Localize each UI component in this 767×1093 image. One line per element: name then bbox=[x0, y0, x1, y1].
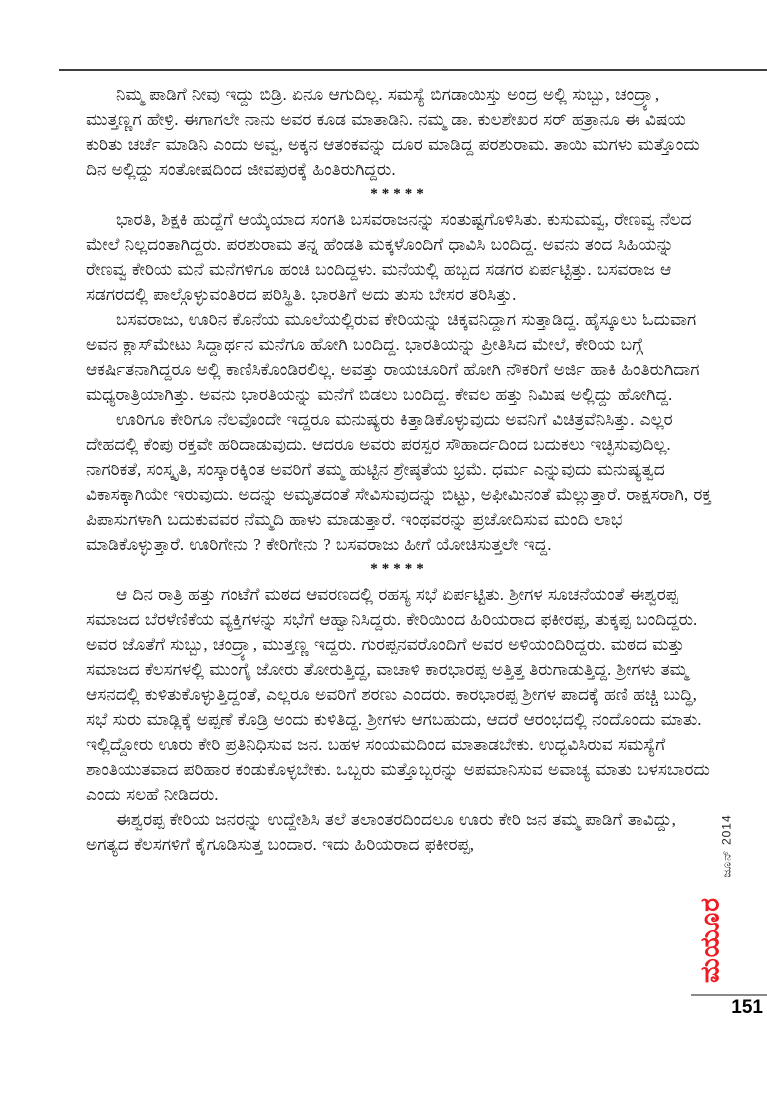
paragraph: ನಿಮ್ಮ ಪಾಡಿಗೆ ನೀವು ಇದ್ದು ಬಿಡ್ರಿ. ಏನೂ ಆಗುದಿಲ್ಲ. ಸಮಸ್ಯೆ ಬಿಗಡಾಯಿಸ್ತು ಅಂದ್ರ ಅಲ್ಲಿ ಸುಬ್ಬು, ಚಂದ್ರ್ಯಾ, ಮುತ್ತಣ್ಣಗ ಹೇಳ್ರಿ. ಈಗಾಗಲೇ ನಾನು ಅವರ ಕೂಡ ಮಾತಾಡಿನಿ. ನಮ್ಮ ಡಾ. ಕುಲಶೇಖರ ಸರ್ ಹತ್ರಾನೂ ಈ ವಿಷಯ ಕುರಿತು ಚರ್ಚೆ ಮಾಡಿನಿ ಎಂದು ಅವ್ವ, ಅಕ್ಕನ ಆತಂಕವನ್ನು ದೂರ ಮಾಡಿದ್ದ ಪರಶುರಾಮ. ತಾಯಿ ಮಗಳು ಮತ್ತೊಂದು ದಿನ ಅಲ್ಲಿದ್ದು ಸಂತೋಷದಿಂದ ಜೀವಪುರಕ್ಕೆ ಹಿಂತಿರುಗಿದ್ದರು. bbox=[86, 85, 700, 179]
paragraph: ಭಾರತಿ, ಶಿಕ್ಷಕಿ ಹುದ್ದೆಗೆ ಆಯ್ಕೆಯಾದ ಸಂಗತಿ ಬಸವರಾಜನನ್ನು ಸಂತುಷ್ಟಗೊಳಿಸಿತು. ಕುಸುಮವ್ವ, ರೇಣವ್ವ ನೆಲದ ಮೇಲೆ ನಿಲ್ಲದಂತಾಗಿದ್ದರು. ಪರಶುರಾಮ ತನ್ನ ಹೆಂಡತಿ ಮಕ್ಕಳೊಂದಿಗೆ ಧಾವಿಸಿ ಬಂದಿದ್ದ. ಅವನು ತಂದ ಸಿಹಿಯನ್ನು ರೇಣವ್ವ ಕೇರಿಯ ಮನೆ ಮನೆಗಳಿಗೂ ಹಂಚಿ ಬಂದಿದ್ದಳು. ಮನೆಯಲ್ಲಿ ಹಬ್ಬದ ಸಡಗರ ಏರ್ಪಟ್ಟಿತ್ತು. ಬಸವರಾಜ ಆ ಸಡಗರದಲ್ಲಿ ಪಾಲ್ಗೊಳ್ಳುವಂತಿರದ ಪರಿಸ್ಥಿತಿ. ಭಾರತಿಗೆ ಅದು ತುಸು ಬೇಸರ ತರಿಸಿತ್ತು. bbox=[86, 210, 692, 304]
issue-date-vertical: ಜೂನ್ 2014 bbox=[719, 814, 734, 878]
section-separator: ***** bbox=[370, 186, 428, 202]
article-body bbox=[86, 82, 712, 857]
paragraph: ಬಸವರಾಜು, ಊರಿನ ಕೊನೆಯ ಮೂಲೆಯಲ್ಲಿರುವ ಕೇರಿಯನ್ನು ಚಿಕ್ಕವನಿದ್ದಾಗ ಸುತ್ತಾಡಿದ್ದ. ಹೈಸ್ಕೂಲು ಓದುವಾಗ ಅವನ ಕ್ಲಾಸ್‌ಮೇಟು ಸಿದ್ದಾರ್ಥನ ಮನೆಗೂ ಹೋಗಿ ಬಂದಿದ್ದ. ಭಾರತಿಯನ್ನು ಪ್ರೀತಿಸಿದ ಮೇಲೆ, ಕೇರಿಯ ಬಗ್ಗೆ ಆಕರ್ಷಿತನಾಗಿದ್ದರೂ ಅಲ್ಲಿ ಕಾಣಿಸಿಕೊಂಡಿರಲಿಲ್ಲ. ಅವತ್ತು ರಾಯಚೂರಿಗೆ ಹೋಗಿ ನೌಕರಿಗೆ ಅರ್ಜಿ ಹಾಕಿ ಹಿಂತಿರುಗಿದಾಗ ಮಧ್ಯರಾತ್ರಿಯಾಗಿತ್ತು. ಅವನು ಭಾರತಿಯನ್ನು ಮನೆಗೆ ಬಿಡಲು ಬಂದಿದ್ದ. ಕೇವಲ ಹತ್ತು ನಿಮಿಷ ಅಲ್ಲಿದ್ದು ಹೋಗಿದ್ದ. bbox=[86, 310, 700, 404]
header-rule bbox=[59, 69, 767, 71]
section-separator: ***** bbox=[370, 561, 428, 577]
paragraph: ಆ ದಿನ ರಾತ್ರಿ ಹತ್ತು ಗಂಟೆಗೆ ಮಠದ ಆವರಣದಲ್ಲಿ ರಹಸ್ಯ ಸಭೆ ಏರ್ಪಟ್ಟಿತು. ಶ್ರೀಗಳ ಸೂಚನೆಯಂತೆ ಈಶ್ವರಪ್ಪ ಸಮಾಜದ ಬೆರಳೆಣಿಕೆಯ ವ್ಯಕ್ತಿಗಳನ್ನು ಸಭೆಗೆ ಆಹ್ವಾನಿಸಿದ್ದರು. ಕೇರಿಯಿಂದ ಹಿರಿಯರಾದ ಫಕೀರಪ್ಪ, ತುಕ್ಕಪ್ಪ ಬಂದಿದ್ದರು. ಅವರ ಜೊತೆಗೆ ಸುಬ್ಬು, ಚಂದ್ರ್ಯಾ, ಮುತ್ತಣ್ಣ ಇದ್ದರು. ಗುರಪ್ಪನವರೊಂದಿಗೆ ಅವರ ಅಳಿಯಂದಿರಿದ್ದರು. ಮಠದ ಮತ್ತು ಸಮಾಜದ ಕೆಲಸಗಳಲ್ಲಿ ಮುಂಗೈ ಜೋರು ತೋರುತ್ತಿದ್ದ, ವಾಚಾಳಿ ಕಾರಭಾರಪ್ಪ ಅತ್ತಿತ್ತ ತಿರುಗಾಡುತ್ತಿದ್ದ. ಶ್ರೀಗಳು ತಮ್ಮ ಆಸನದಲ್ಲಿ ಕುಳಿತುಕೊಳ್ಳುತ್ತಿದ್ದಂತೆ, ಎಲ್ಲರೂ ಅವರಿಗೆ ಶರಣು ಎಂದರು. ಕಾರಭಾರಪ್ಪ ಶ್ರೀಗಳ ಪಾದಕ್ಕೆ ಹಣಿ ಹಚ್ಚಿ ಬುದ್ಧಿ, ಸಭೆ ಸುರು ಮಾಡ್ಲಿಕ್ಕೆ ಅಪ್ಪಣೆ ಕೊಡ್ರಿ ಅಂದು ಕುಳಿತಿದ್ದ. ಶ್ರೀಗಳು ಆಗಬಹುದು, ಆದರೆ ಆರಂಭದಲ್ಲಿ ನಂದೊಂದು ಮಾತು. ಇಲ್ಲಿದ್ದೋರು ಊರು ಕೇರಿ ಪ್ರತಿನಿಧಿಸುವ ಜನ. ಬಹಳ ಸಂಯಮದಿಂದ ಮಾತಾಡಬೇಕು. ಉದ್ಭವಿಸಿರುವ ಸಮಸ್ಯೆಗೆ ಶಾಂತಿಯುತವಾದ ಪರಿಹಾರ ಕಂಡುಕೊಳ್ಳಬೇಕು. ಒಬ್ಬರು ಮತ್ತೊಬ್ಬರನ್ನು ಅಪಮಾನಿಸುವ ಅವಾಚ್ಯ ಮಾತು ಬಳಸಬಾರದು ಎಂದು ಸಲಹೆ ನೀಡಿದರು. bbox=[86, 585, 710, 804]
paragraph: ಊರಿಗೂ ಕೇರಿಗೂ ನೆಲವೊಂದೇ ಇದ್ದರೂ ಮನುಷ್ಯರು ಕಿತ್ತಾಡಿಕೊಳ್ಳುವುದು ಅವನಿಗೆ ವಿಚಿತ್ರವೆನಿಸಿತ್ತು. ಎಲ್ಲರ ದೇಹದಲ್ಲಿ ಕೆಂಪು ರಕ್ತವೇ ಹರಿದಾಡುವುದು. ಆದರೂ ಅವರು ಪರಸ್ಪರ ಸೌಹಾರ್ದದಿಂದ ಬದುಕಲು ಇಚ್ಛಿಸುವುದಿಲ್ಲ. ನಾಗರಿಕತೆ, ಸಂಸ್ಕೃತಿ, ಸಂಸ್ಕಾರಕ್ಕಿಂತ ಅವರಿಗೆ ತಮ್ಮ ಹುಟ್ಟಿನ ಶ್ರೇಷ್ಠತೆಯ ಭ್ರಮೆ. ಧರ್ಮ ಎನ್ನುವುದು ಮನುಷ್ಯತ್ವದ ವಿಕಾಸಕ್ಕಾಗಿಯೇ ಇರುವುದು. ಅದನ್ನು ಅಮೃತದಂತೆ ಸೇವಿಸುವುದನ್ನು ಬಿಟ್ಟು, ಅಫೀಮಿನಂತೆ ಮೆಲ್ಲುತ್ತಾರೆ. ರಾಕ್ಷಸರಾಗಿ, ರಕ್ತ ಪಿಪಾಸುಗಳಾಗಿ ಬದುಕುವವರ ನೆಮ್ಮದಿ ಹಾಳು ಮಾಡುತ್ತಾರೆ. ಇಂಥವರನ್ನು ಪ್ರಚೋದಿಸುವ ಮಂದಿ ಲಾಭ ಮಾಡಿಕೊಳ್ಳುತ್ತಾರೆ. ಊರಿಗೇನು ? ಕೇರಿಗೇನು ? ಬಸವರಾಜು ಹೀಗೆ ಯೋಚಿಸುತ್ತಲೇ ಇದ್ದ. bbox=[86, 410, 712, 554]
page-number: 151 bbox=[731, 997, 763, 1018]
magazine-logo-vertical: ಮಯೂರ bbox=[695, 897, 726, 983]
paragraph: ಈಶ್ವರಪ್ಪ ಕೇರಿಯ ಜನರನ್ನು ಉದ್ದೇಶಿಸಿ ತಲೆ ತಲಾಂತರದಿಂದಲೂ ಊರು ಕೇರಿ ಜನ ತಮ್ಮ ಪಾಡಿಗೆ ತಾವಿದ್ದು, ಅಗತ್ಯದ ಕೆಲಸಗಳಿಗೆ ಕೈಗೂಡಿಸುತ್ತ ಬಂದಾರ. ಇದು ಹಿರಿಯರಾದ ಫಕೀರಪ್ಪ, bbox=[86, 810, 676, 854]
folio-rule bbox=[691, 994, 767, 996]
